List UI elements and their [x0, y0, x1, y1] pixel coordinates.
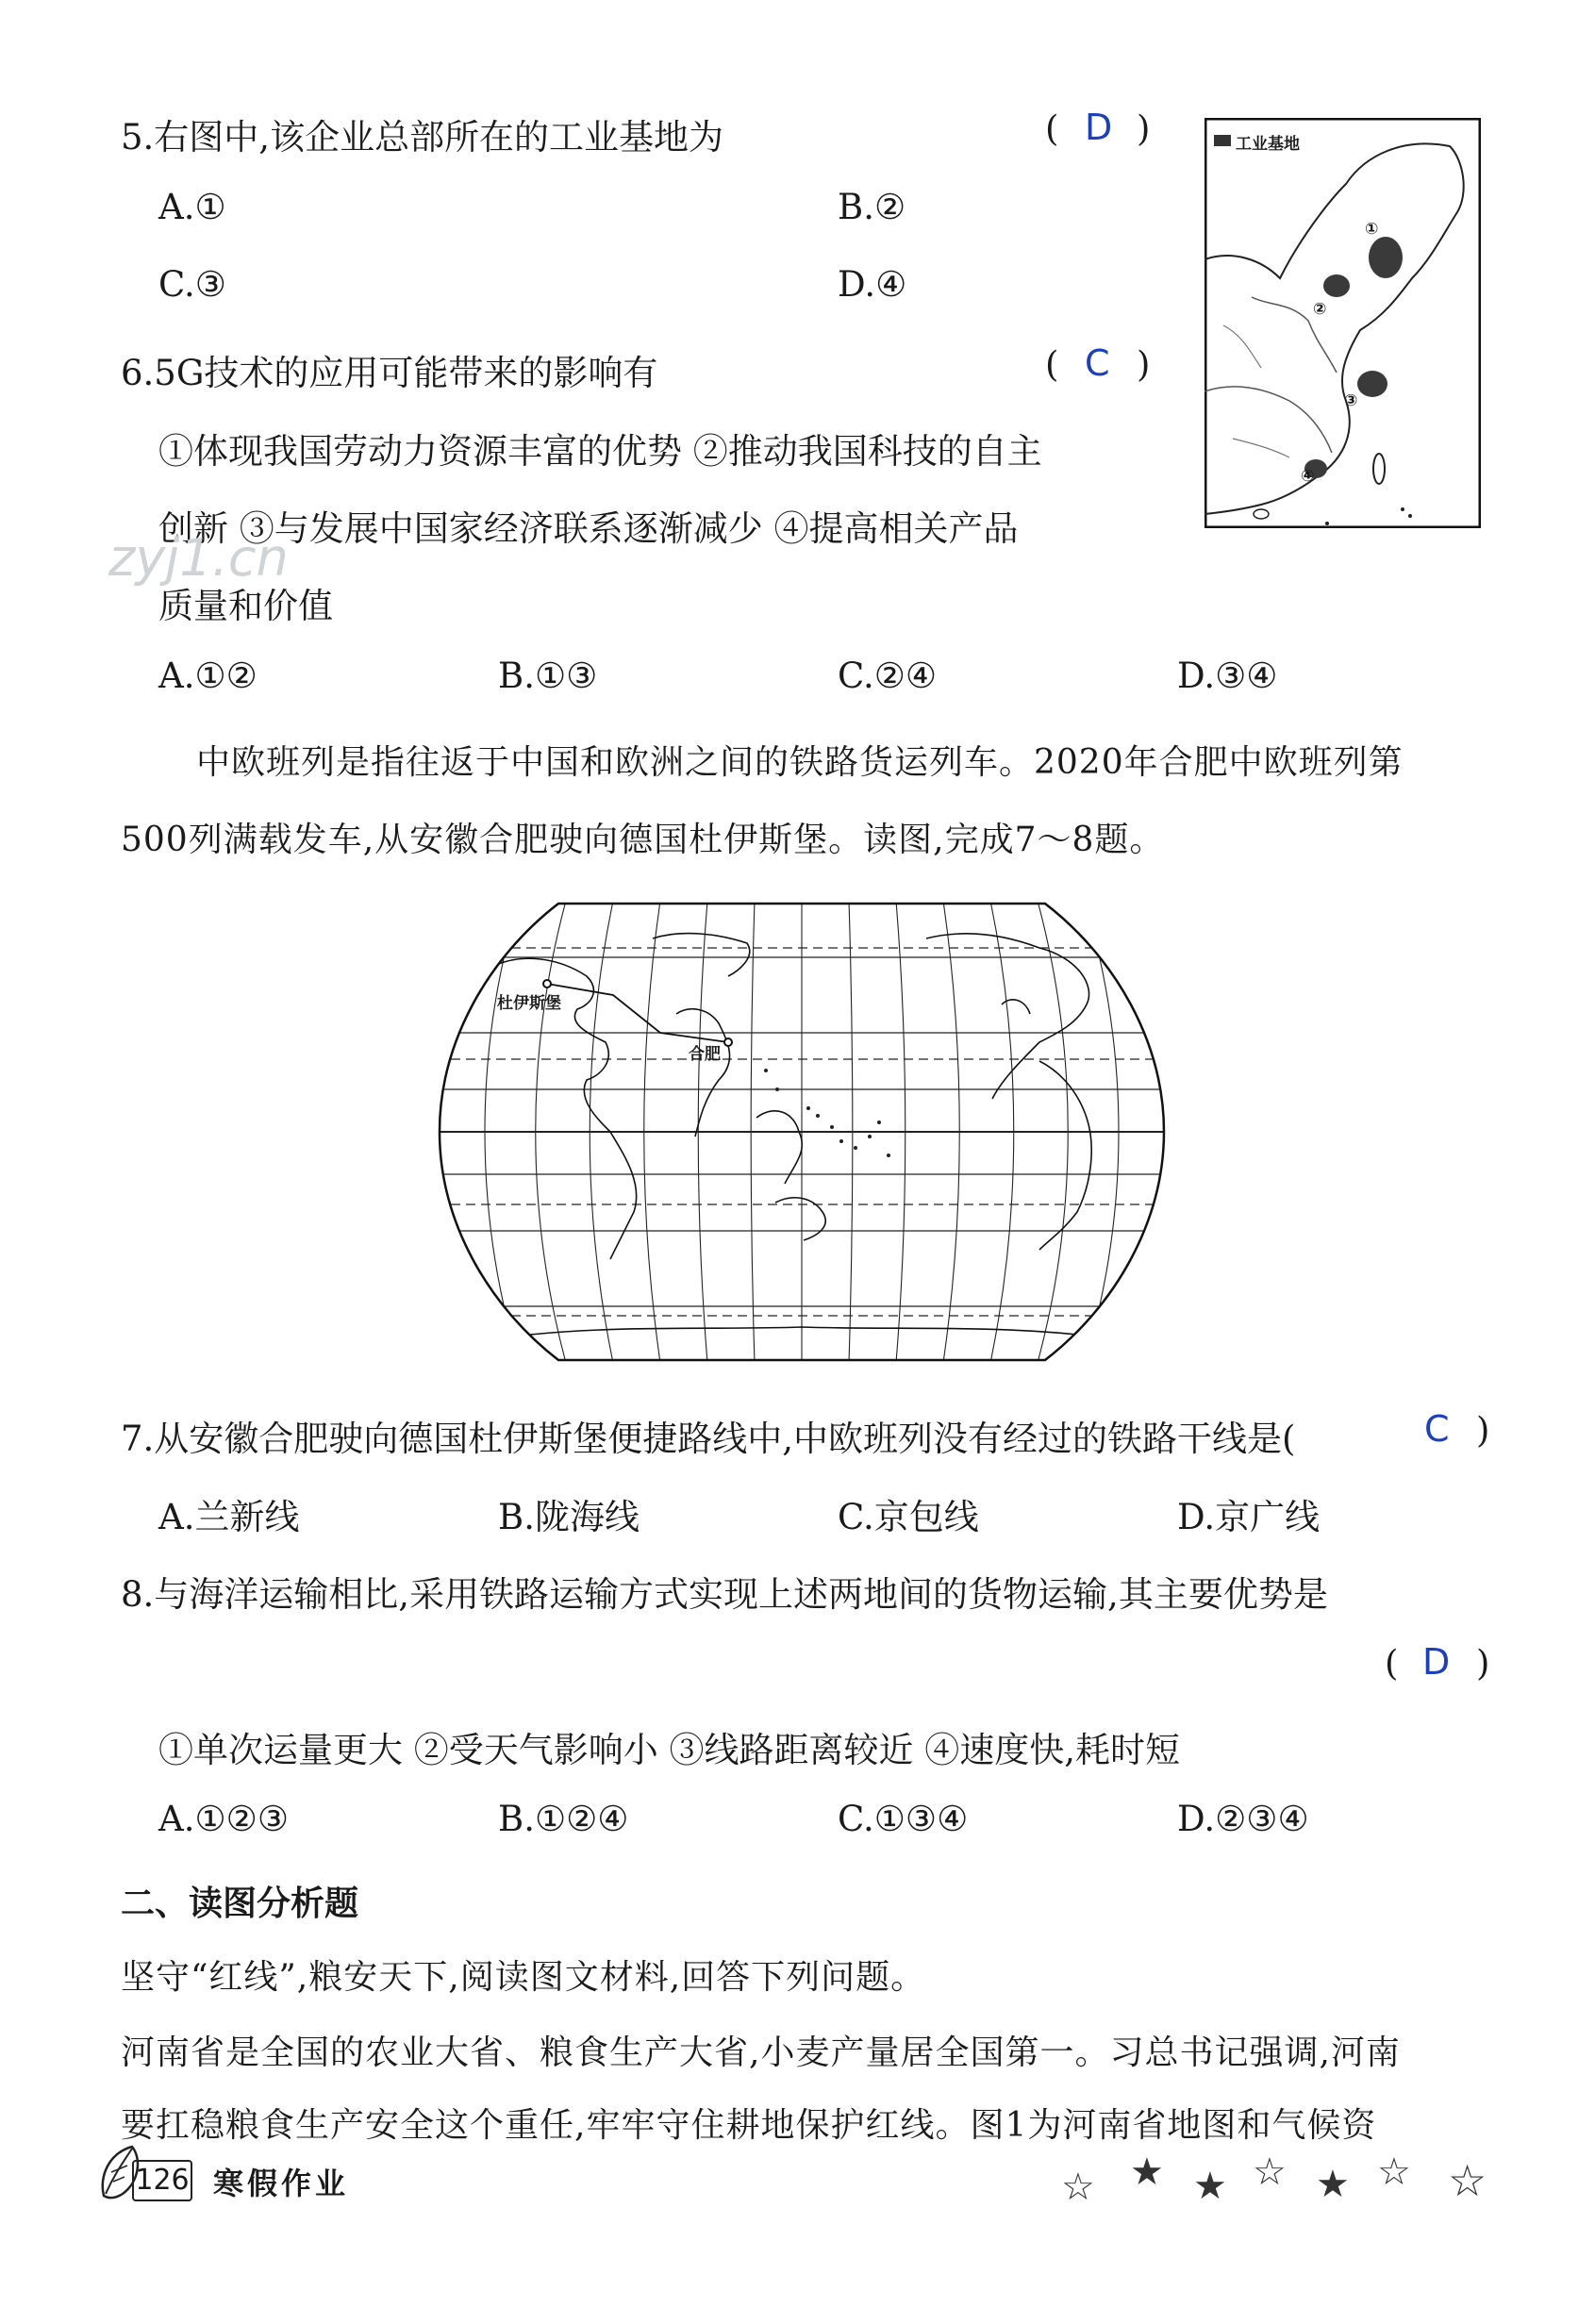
q5-option-a: A.① — [158, 187, 226, 227]
star-icon-5: ★ — [1316, 2163, 1350, 2206]
q6-line-2: 创新 ③与发展中国家经济联系逐渐减少 ④提高相关产品 — [158, 508, 1019, 549]
q7-option-a: A.兰新线 — [158, 1497, 300, 1537]
world-map-figure — [436, 901, 1168, 1363]
q6-paren-open: ( — [1045, 344, 1059, 385]
q6-option-c: C.②④ — [838, 656, 938, 696]
star-icon-1: ☆ — [1061, 2166, 1095, 2209]
q5-option-b: B.② — [838, 187, 906, 227]
q8-paren-close: ) — [1476, 1643, 1490, 1684]
q6-paren-close: ) — [1137, 344, 1151, 385]
q6-option-a: A.①② — [158, 656, 258, 696]
china-industrial-map — [1205, 118, 1481, 528]
q8-answer: D — [1422, 1641, 1451, 1683]
q5-stem: 5.右图中,该企业总部所在的工业基地为 — [121, 117, 724, 158]
hefei-label: 合肥 — [689, 1045, 721, 1064]
page-number: 126 — [135, 2164, 190, 2197]
q6-line-1: ①体现我国劳动力资源丰富的优势 ②推动我国科技的自主 — [158, 431, 1042, 472]
marker-1: ① — [1365, 220, 1379, 239]
hefei-point — [724, 1038, 732, 1046]
q8-line-1: ①单次运量更大 ②受天气影响小 ③线路距离较近 ④速度快,耗时短 — [158, 1730, 1181, 1770]
q7-option-d: D.京广线 — [1177, 1497, 1321, 1537]
q5-answer: D — [1085, 107, 1113, 148]
duisburg-label: 杜伊斯堡 — [497, 994, 561, 1013]
q8-option-a: A.①②③ — [158, 1799, 289, 1839]
industrial-base-2 — [1323, 274, 1350, 297]
star-icon-6: ☆ — [1377, 2150, 1411, 2194]
marker-4: ④ — [1301, 467, 1315, 486]
watermark: zyj1.cn — [108, 528, 289, 588]
passage-line-1: 中欧班列是指往返于中国和欧洲之间的铁路货运列车。2020年合肥中欧班列第 — [196, 743, 1404, 782]
q6-stem: 6.5G技术的应用可能带来的影响有 — [121, 353, 658, 393]
china-map-legend: 工业基地 — [1236, 135, 1300, 154]
star-icon-7: ☆ — [1448, 2155, 1487, 2206]
industrial-base-3 — [1357, 371, 1387, 397]
q8-stem: 8.与海洋运输相比,采用铁路运输方式实现上述两地间的货物运输,其主要优势是 — [121, 1574, 1328, 1615]
duisburg-point — [543, 980, 551, 988]
q8-option-d: D.②③④ — [1177, 1799, 1309, 1839]
section-2-heading: 二、读图分析题 — [121, 1884, 359, 1923]
footer-title: 寒假作业 — [213, 2166, 350, 2201]
q8-option-b: B.①②④ — [498, 1799, 629, 1839]
q8-option-c: C.①③④ — [838, 1799, 969, 1839]
q5-paren-open: ( — [1045, 108, 1059, 149]
world-map — [436, 901, 1168, 1363]
q6-option-d: D.③④ — [1177, 656, 1278, 696]
marker-3: ③ — [1344, 391, 1358, 410]
section-2-intro: 坚守“红线”,粮安天下,阅读图文材料,回答下列问题。 — [121, 1958, 926, 1997]
q5-option-d: D.④ — [838, 264, 907, 305]
q8-paren-open: ( — [1385, 1643, 1399, 1684]
china-map-figure — [1205, 118, 1481, 528]
q7-stem: 7.从安徽合肥驶向德国杜伊斯堡便捷路线中,中欧班列没有经过的铁路干线是( — [121, 1419, 1296, 1459]
industrial-base-1 — [1369, 237, 1403, 278]
q7-answer: C — [1424, 1408, 1450, 1450]
q5-paren-close: ) — [1137, 108, 1151, 149]
passage-line-2: 500列满载发车,从安徽合肥驶向德国杜伊斯堡。读图,完成7～8题。 — [121, 821, 1165, 859]
page-number-box — [132, 2160, 192, 2201]
star-icon-3: ★ — [1193, 2165, 1227, 2208]
q7-paren-close: ) — [1476, 1410, 1490, 1451]
star-icon-2: ★ — [1130, 2150, 1164, 2194]
q5-option-c: C.③ — [158, 264, 226, 305]
q6-answer: C — [1085, 342, 1110, 384]
marker-2: ② — [1313, 300, 1327, 319]
q6-line-3: 质量和价值 — [158, 586, 333, 626]
q6-option-b: B.①③ — [498, 656, 598, 696]
legend-swatch — [1214, 135, 1231, 146]
q7-option-b: B.陇海线 — [498, 1497, 640, 1537]
section-2-para-1: 河南省是全国的农业大省、粮食生产大省,小麦产量居全国第一。习总书记强调,河南 — [121, 2034, 1401, 2072]
star-icon-4: ☆ — [1253, 2150, 1287, 2194]
q7-option-c: C.京包线 — [838, 1497, 979, 1537]
section-2-para-2: 要扛稳粮食生产安全这个重任,牢牢守住耕地保护红线。图1为河南省地图和气候资 — [121, 2106, 1377, 2145]
